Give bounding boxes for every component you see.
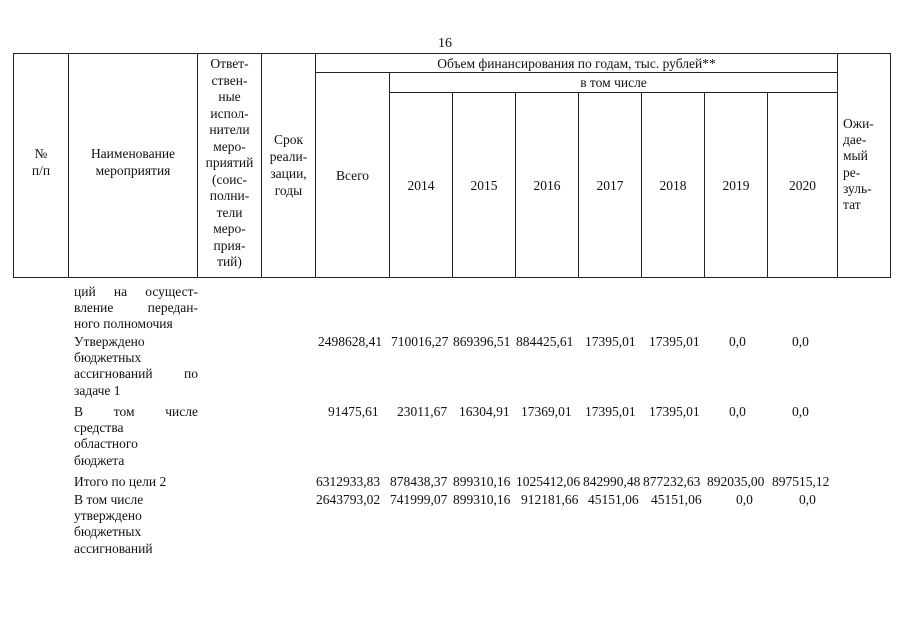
header-result-line: ре- — [843, 164, 861, 180]
header-name-line: Наименование — [90, 146, 176, 161]
row-label — [74, 404, 198, 469]
row-label-line: Утверждено — [74, 334, 145, 349]
value-cell: 17395,01 — [585, 404, 636, 419]
header-name-line: мероприятия — [95, 162, 171, 178]
header-number-line: п/п — [31, 162, 51, 178]
header-responsible-line: тели — [216, 204, 243, 220]
header-responsible-line: меро- — [213, 221, 246, 236]
header-result-line: тат — [843, 197, 861, 213]
row-label-line: областного — [74, 436, 138, 452]
header-responsible-line: испол- — [210, 105, 249, 121]
row-label-line: утверждено — [74, 508, 142, 524]
value-cell: 45151,06 — [588, 492, 639, 507]
header-result-col — [838, 116, 890, 213]
page-number: 16 — [438, 36, 452, 51]
row-label-line: бюджета — [74, 452, 125, 468]
row-label-line: средства — [74, 420, 124, 436]
header-responsible-line: приятий — [205, 155, 254, 170]
header-term-line: реали- — [269, 149, 308, 164]
header-responsible-line: ствен- — [211, 72, 248, 88]
value-cell: 842990,48 — [583, 474, 641, 489]
value-cell: 91475,61 — [328, 404, 379, 419]
value-cell: 899310,16 — [453, 474, 511, 489]
value-cell: 6312933,83 — [316, 474, 381, 489]
value-cell: 17395,01 — [649, 404, 700, 419]
value-cell: 877232,63 — [643, 474, 701, 489]
header-result-line: мый — [843, 148, 868, 164]
value-cell: 17395,01 — [585, 334, 636, 349]
row-label-line: ассигнований — [74, 540, 153, 556]
value-cell: 897515,12 — [772, 474, 830, 489]
header-responsible-line: прия- — [213, 237, 246, 253]
header-responsible-line: тий) — [217, 254, 242, 269]
header-year: 2015 — [470, 177, 498, 193]
row-label — [74, 334, 198, 399]
header-responsible-line: полни- — [209, 188, 250, 203]
header-responsible-line: Ответ- — [210, 56, 249, 71]
value-cell: 0,0 — [729, 334, 746, 349]
row-label-line: вление передан- — [74, 300, 198, 316]
row-label-line: ций на осущест- — [74, 284, 198, 299]
value-cell: 741999,07 — [390, 492, 448, 507]
value-cell: 16304,91 — [459, 404, 510, 419]
row-label-line: ного полномочия — [74, 316, 173, 332]
header-term-line: годы — [274, 183, 303, 198]
row-label — [74, 474, 198, 490]
value-cell: 884425,61 — [516, 334, 574, 349]
value-cell: 878438,37 — [390, 474, 448, 489]
value-cell: 0,0 — [736, 492, 753, 507]
header-result-line: Ожи- — [843, 116, 874, 131]
row-label-line: В том числе — [74, 492, 144, 507]
value-cell: 2498628,41 — [318, 334, 383, 349]
header-year: 2014 — [407, 177, 435, 193]
row-label — [74, 284, 198, 333]
header-term-line: Срок — [273, 132, 304, 147]
value-cell: 0,0 — [799, 492, 816, 507]
header-funding-title: Объем финансирования по годам, тыс. рублей** — [437, 55, 716, 71]
header-name-col — [69, 146, 197, 179]
header-year: 2019 — [722, 177, 750, 193]
value-cell: 45151,06 — [651, 492, 702, 507]
row-label-line: задаче 1 — [74, 382, 121, 398]
header-responsible-line: ные — [218, 89, 241, 104]
header-responsible-col — [198, 56, 261, 271]
row-label-line: бюджетных — [74, 350, 142, 366]
header-responsible-line: меро- — [213, 138, 246, 154]
row-label-line: В том числе — [74, 404, 198, 419]
header-year: 2017 — [596, 177, 624, 193]
value-cell: 0,0 — [729, 404, 746, 419]
header-including: в том числе — [580, 75, 647, 90]
value-cell: 1025412,06 — [516, 474, 581, 489]
value-cell: 710016,27 — [391, 334, 449, 349]
header-total: Всего — [335, 167, 370, 183]
header-year: 2018 — [659, 177, 687, 193]
value-cell: 17369,01 — [521, 404, 572, 419]
row-label-line: Итого по цели 2 — [74, 474, 167, 489]
value-cell: 912181,66 — [521, 492, 579, 507]
header-responsible-line: (соис- — [212, 171, 247, 187]
header-year: 2016 — [533, 177, 561, 193]
header-responsible-line: нители — [209, 122, 250, 137]
value-cell: 23011,67 — [397, 404, 448, 419]
header-term-col — [262, 131, 315, 199]
row-label — [74, 492, 198, 557]
header-term-line: зации, — [270, 166, 307, 181]
header-number-col — [14, 146, 68, 179]
row-label-line: ассигнований по — [74, 366, 198, 382]
value-cell: 17395,01 — [649, 334, 700, 349]
value-cell: 899310,16 — [453, 492, 511, 507]
row-label-line: бюджетных — [74, 524, 142, 540]
value-cell: 892035,00 — [707, 474, 765, 489]
header-result-line: зуль- — [843, 180, 872, 196]
value-cell: 869396,51 — [453, 334, 511, 349]
header-year: 2020 — [789, 177, 816, 193]
value-cell: 2643793,02 — [316, 492, 381, 507]
value-cell: 0,0 — [792, 334, 809, 349]
header-result-line: дае- — [843, 132, 867, 148]
header-number-line: № — [34, 146, 48, 161]
value-cell: 0,0 — [792, 404, 809, 419]
